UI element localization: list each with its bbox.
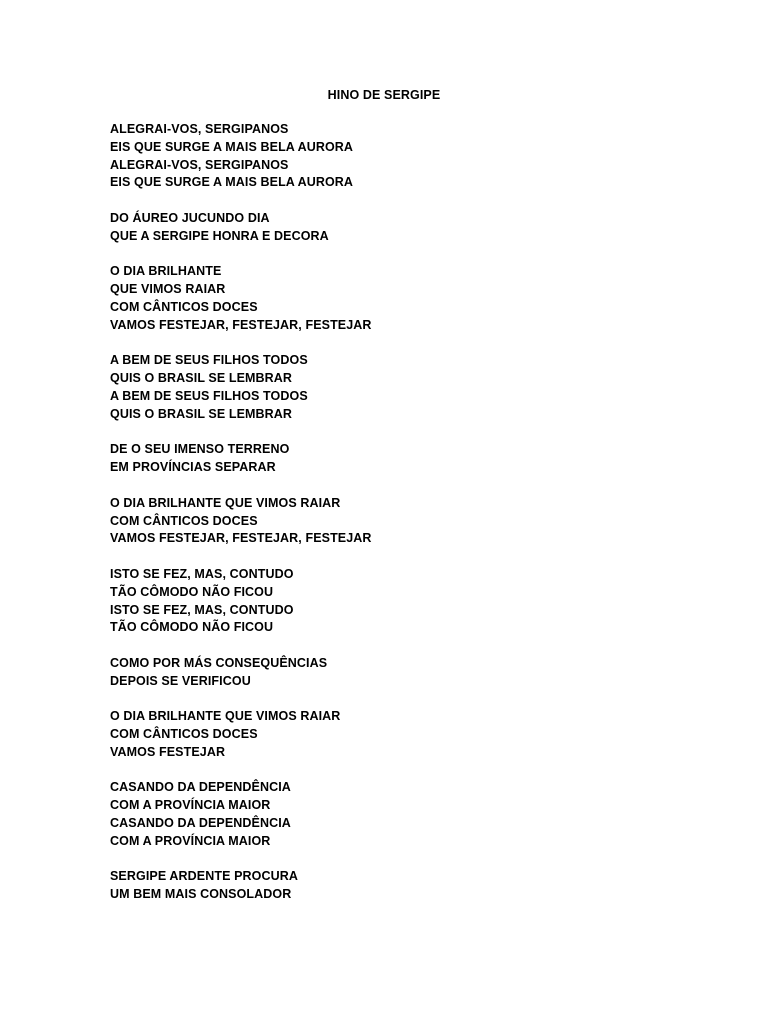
lyric-line: O DIA BRILHANTE QUE VIMOS RAIAR bbox=[110, 495, 341, 510]
lyric-line: COM CÂNTICOS DOCES bbox=[110, 299, 258, 314]
lyric-line: ALEGRAI-VOS, SERGIPANOS bbox=[110, 122, 289, 136]
lyric-line: COMO POR MÁS CONSEQUÊNCIAS bbox=[110, 655, 328, 670]
stanza bbox=[110, 868, 710, 904]
stanza bbox=[110, 121, 710, 192]
lyric-line: A BEM DE SEUS FILHOS TODOS bbox=[110, 353, 308, 368]
lyric-line: DE O SEU IMENSO TERRENO bbox=[110, 442, 290, 457]
lyric-line: A BEM DE SEUS FILHOS TODOS bbox=[110, 388, 308, 403]
lyric-line: QUIS O BRASIL SE LEMBRAR bbox=[110, 406, 293, 421]
lyric-line: COM A PROVÍNCIA MAIOR bbox=[110, 798, 271, 813]
lyric-line: TÃO CÔMODO NÃO FICOU bbox=[110, 620, 274, 635]
document-title: HINO DE SERGIPE bbox=[327, 88, 441, 102]
lyric-line: CASANDO DA DEPENDÊNCIA bbox=[110, 780, 291, 795]
lyric-line: DEPOIS SE VERIFICOU bbox=[110, 673, 251, 688]
lyric-line: ALEGRAI-VOS, SERGIPANOS bbox=[110, 157, 289, 172]
lyric-line: EIS QUE SURGE A MAIS BELA AURORA bbox=[110, 139, 354, 154]
stanza bbox=[110, 441, 710, 477]
stanza bbox=[110, 566, 710, 637]
lyric-line: SERGIPE ARDENTE PROCURA bbox=[110, 869, 298, 884]
stanza bbox=[110, 708, 710, 761]
stanza bbox=[110, 352, 710, 423]
lyric-line: O DIA BRILHANTE QUE VIMOS RAIAR bbox=[110, 709, 341, 724]
lyric-line: QUIS O BRASIL SE LEMBRAR bbox=[110, 371, 293, 386]
lyric-line: COM CÂNTICOS DOCES bbox=[110, 727, 258, 742]
lyric-line: ISTO SE FEZ, MAS, CONTUDO bbox=[110, 602, 294, 617]
lyric-line: VAMOS FESTEJAR, FESTEJAR, FESTEJAR bbox=[110, 317, 372, 332]
lyrics-body bbox=[110, 121, 710, 922]
lyric-line: EIS QUE SURGE A MAIS BELA AURORA bbox=[110, 175, 354, 190]
lyric-line: QUE A SERGIPE HONRA E DECORA bbox=[110, 228, 329, 243]
lyric-line: CASANDO DA DEPENDÊNCIA bbox=[110, 816, 291, 831]
lyric-line: UM BEM MAIS CONSOLADOR bbox=[110, 887, 292, 902]
lyric-line: O DIA BRILHANTE bbox=[110, 264, 222, 279]
stanza bbox=[110, 210, 710, 246]
lyric-line: VAMOS FESTEJAR, FESTEJAR, FESTEJAR bbox=[110, 531, 372, 546]
lyric-line: VAMOS FESTEJAR bbox=[110, 744, 226, 759]
lyric-line: ISTO SE FEZ, MAS, CONTUDO bbox=[110, 566, 294, 581]
lyric-line: TÃO CÔMODO NÃO FICOU bbox=[110, 584, 274, 599]
lyric-line: QUE VIMOS RAIAR bbox=[110, 282, 226, 297]
stanza bbox=[110, 655, 710, 691]
lyric-line: EM PROVÍNCIAS SEPARAR bbox=[110, 460, 276, 475]
lyric-line: COM CÂNTICOS DOCES bbox=[110, 513, 258, 528]
lyric-line: COM A PROVÍNCIA MAIOR bbox=[110, 833, 271, 848]
stanza bbox=[110, 263, 710, 334]
lyric-line: DO ÁUREO JUCUNDO DIA bbox=[110, 210, 270, 225]
stanza bbox=[110, 779, 710, 850]
stanza bbox=[110, 495, 710, 548]
